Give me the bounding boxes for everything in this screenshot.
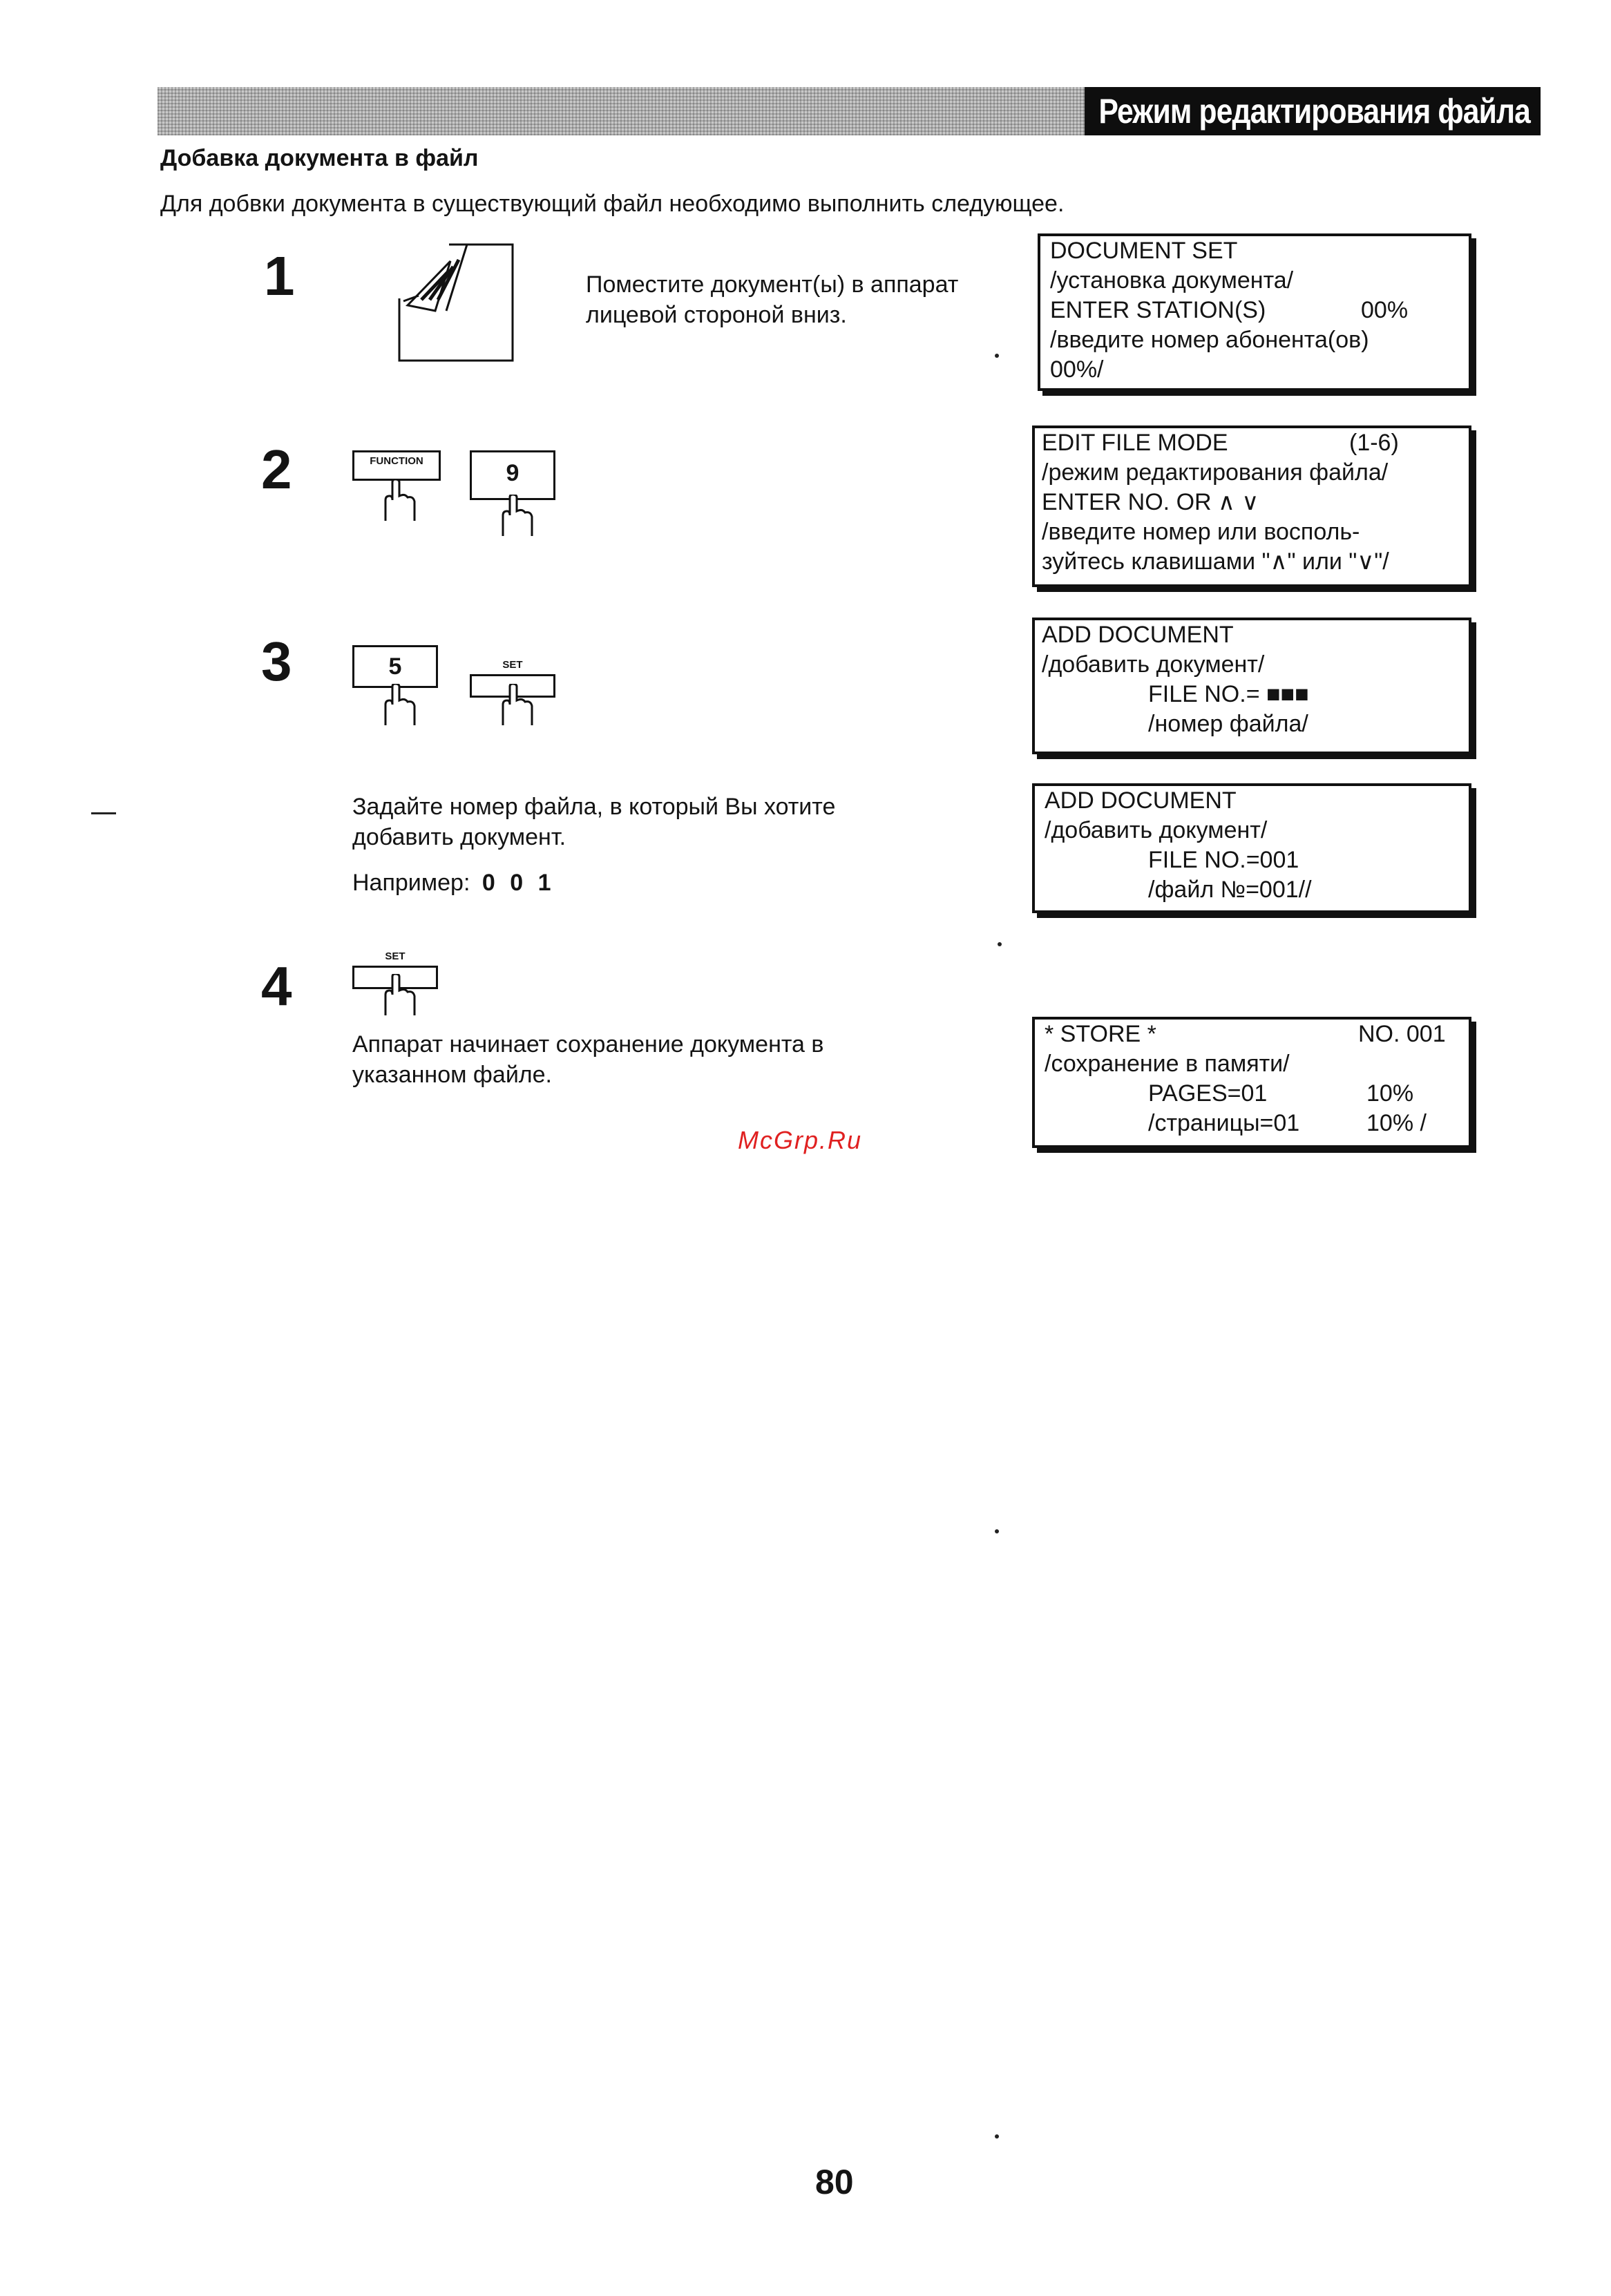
section-heading: Добавка документа в файл: [160, 145, 479, 171]
step-2-number: 2: [261, 439, 292, 500]
step-1-text: [586, 269, 958, 330]
lcd-row: ADD DOCUMENT: [1045, 787, 1237, 814]
step-3-text: [352, 792, 835, 852]
lcd-row: /добавить документ/: [1042, 651, 1265, 678]
lcd-row: /добавить документ/: [1045, 817, 1268, 843]
step-4-text: [352, 1029, 823, 1090]
lcd-row: /установка документа/: [1050, 267, 1294, 294]
step-4-text-line: указанном файле.: [352, 1062, 552, 1088]
finger-press-icon: [489, 495, 537, 541]
example-value: 0 0 1: [482, 870, 555, 896]
set-key-label: SET: [385, 950, 406, 962]
header-band: [158, 87, 1541, 135]
step-1-text-line: Поместите документ(ы) в аппарат: [586, 271, 959, 298]
lcd-row-left: /страницы=01: [1148, 1110, 1300, 1136]
lcd-row: ENTER NO. OR ∧ ∨: [1042, 489, 1259, 515]
five-key[interactable]: [352, 645, 438, 688]
step-1-text-line: лицевой стороной вниз.: [586, 302, 847, 328]
scan-mark: [91, 812, 116, 814]
lcd-display-add-document-file: [1032, 783, 1471, 913]
lcd-row: ADD DOCUMENT: [1042, 622, 1234, 648]
finger-press-icon: [372, 684, 420, 730]
lcd-row-left: PAGES=01: [1148, 1080, 1268, 1107]
function-key-label: FUNCTION: [370, 455, 423, 467]
nine-key[interactable]: [470, 450, 555, 500]
step-4-number: 4: [261, 955, 292, 1017]
lcd-row-left: ENTER STATION(S): [1050, 297, 1266, 323]
function-key-box[interactable]: [352, 450, 441, 481]
lcd-row: 00%/: [1050, 356, 1104, 383]
finger-press-icon: [372, 974, 420, 1020]
scan-speck: [995, 2134, 999, 2139]
lcd-row-right: 10% /: [1366, 1110, 1427, 1136]
lcd-row: [1050, 296, 1459, 325]
lcd-row: /номер файла/: [1148, 711, 1308, 737]
five-key-label: 5: [388, 653, 402, 680]
lcd-row-right: 10%: [1366, 1080, 1414, 1107]
lcd-display-add-document: [1032, 618, 1471, 754]
lcd-row: [1045, 1020, 1459, 1049]
lcd-row: FILE NO.=001: [1148, 847, 1299, 873]
nine-key-label: 9: [506, 460, 519, 486]
lcd-row: FILE NO.= ■■■: [1148, 681, 1309, 707]
step-3-number: 3: [261, 631, 292, 692]
lcd-row: /сохранение в памяти/: [1045, 1051, 1290, 1077]
scan-speck: [995, 1529, 999, 1533]
finger-press-icon: [372, 479, 420, 526]
finger-press-icon: [489, 684, 537, 730]
step-4-text-line: Аппарат начинает сохранение документа в: [352, 1031, 824, 1058]
lcd-row-right: 00%: [1361, 297, 1409, 323]
lcd-row: зуйтесь клавишами "∧" или "∨"/: [1042, 548, 1389, 575]
document-feed-icon: [394, 242, 518, 366]
page-number: 80: [815, 2163, 854, 2201]
lcd-row: [1045, 1079, 1459, 1109]
section-intro: Для добвки документа в существующий файл необходимо выполнить следующее.: [160, 191, 1065, 217]
lcd-row: /файл №=001//: [1148, 877, 1312, 903]
lcd-row-right: (1-6): [1349, 430, 1399, 456]
lcd-row: /введите номер абонента(ов): [1050, 327, 1369, 353]
lcd-row: /введите номер или восполь-: [1042, 519, 1360, 545]
set-key-label: SET: [502, 659, 523, 671]
lcd-row-right: NO. 001: [1358, 1021, 1446, 1047]
scan-speck: [998, 942, 1002, 946]
watermark: McGrp.Ru: [738, 1126, 863, 1154]
scan-speck: [995, 354, 999, 358]
lcd-display-document-set: [1038, 233, 1471, 391]
step-3-text-line: добавить документ.: [352, 824, 566, 850]
lcd-display-edit-file-mode: [1032, 425, 1471, 587]
page-header-title: Режим редактирования файла: [1085, 87, 1541, 135]
step-1-number: 1: [264, 245, 295, 307]
lcd-row: [1042, 428, 1462, 458]
lcd-display-store: [1032, 1017, 1471, 1148]
step-3-text-line: Задайте номер файла, в который Вы хотите: [352, 794, 836, 820]
function-key[interactable]: [352, 450, 441, 481]
lcd-row-left: * STORE *: [1045, 1021, 1156, 1047]
lcd-row: DOCUMENT SET: [1050, 238, 1238, 264]
lcd-row: [1045, 1109, 1459, 1138]
lcd-row-left: EDIT FILE MODE: [1042, 430, 1228, 456]
lcd-row: /режим редактирования файла/: [1042, 459, 1389, 486]
example-label: Например:: [352, 870, 470, 896]
step-3-example: [352, 868, 555, 898]
